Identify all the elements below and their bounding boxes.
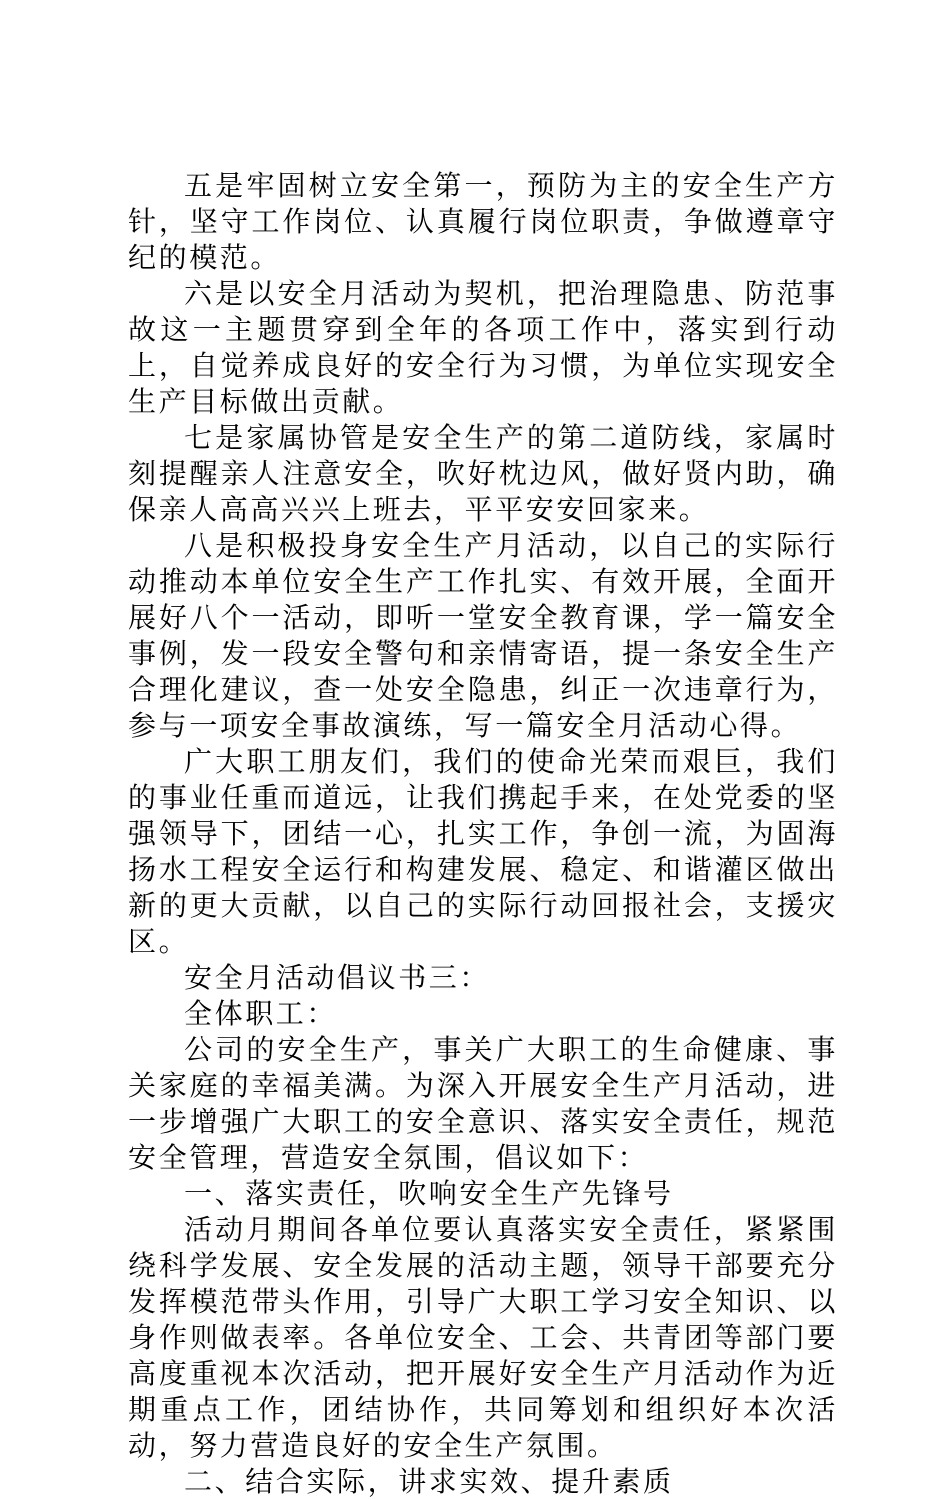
paragraph-closing-appeal: 广大职工朋友们，我们的使命光荣而艰巨，我们的事业任重而道远，让我们携起手来，在处党委的坚强领导下，团结一心，扎实工作，争创一流，为固海扬水工程安全运行和构建发展、稳定、和谐灌区做出新的更大贡献，以自己的实际行动回报社会，支援灾区。 <box>128 745 838 958</box>
subheading-one: 一、落实责任，吹响安全生产先锋号 <box>184 1177 674 1210</box>
paragraph-item-5: 五是牢固树立安全第一，预防为主的安全生产方针，坚守工作岗位、认真履行岗位职责，争做遵章守纪的模范。 <box>128 169 838 274</box>
paragraph-introduction: 公司的安全生产，事关广大职工的生命健康、事关家庭的幸福美满。为深入开展安全生产月活动，进一步增强广大职工的安全意识、落实安全责任，规范安全管理，营造安全氛围，倡议如下： <box>128 1033 838 1174</box>
subheading-two: 二、结合实际，讲求实效、提升素质 <box>184 1465 674 1498</box>
paragraph-item-7: 七是家属协管是安全生产的第二道防线，家属时刻提醒亲人注意安全，吹好枕边风，做好贤内助，确保亲人高高兴兴上班去，平平安安回家来。 <box>128 421 838 526</box>
paragraph-item-6: 六是以安全月活动为契机，把治理隐患、防范事故这一主题贯穿到全年的各项工作中，落实到行动上，自觉养成良好的安全行为习惯，为单位实现安全生产目标做出贡献。 <box>128 277 838 418</box>
section-heading-proposal-three: 安全月活动倡议书三： <box>184 961 491 994</box>
document-page <box>128 168 838 1500</box>
paragraph-responsibility: 活动月期间各单位要认真落实安全责任，紧紧围绕科学发展、安全发展的活动主题，领导干部要充分发挥模范带头作用，引导广大职工学习安全知识、以身作则做表率。各单位安全、工会、共青团等部门要高度重视本次活动，把开展好安全生产月活动作为近期重点工作，团结协作，共同筹划和组织好本次活动，努力营造良好的安全生产氛围。 <box>128 1213 838 1462</box>
salutation: 全体职工： <box>184 997 338 1030</box>
paragraph-item-8: 八是积极投身安全生产月活动，以自己的实际行动推动本单位安全生产工作扎实、有效开展，全面开展好八个一活动，即听一堂安全教育课，学一篇安全事例，发一段安全警句和亲情寄语，提一条安全生产合理化建议，查一处安全隐患，纠正一次违章行为，参与一项安全事故演练，写一篇安全月活动心得。 <box>128 529 838 742</box>
